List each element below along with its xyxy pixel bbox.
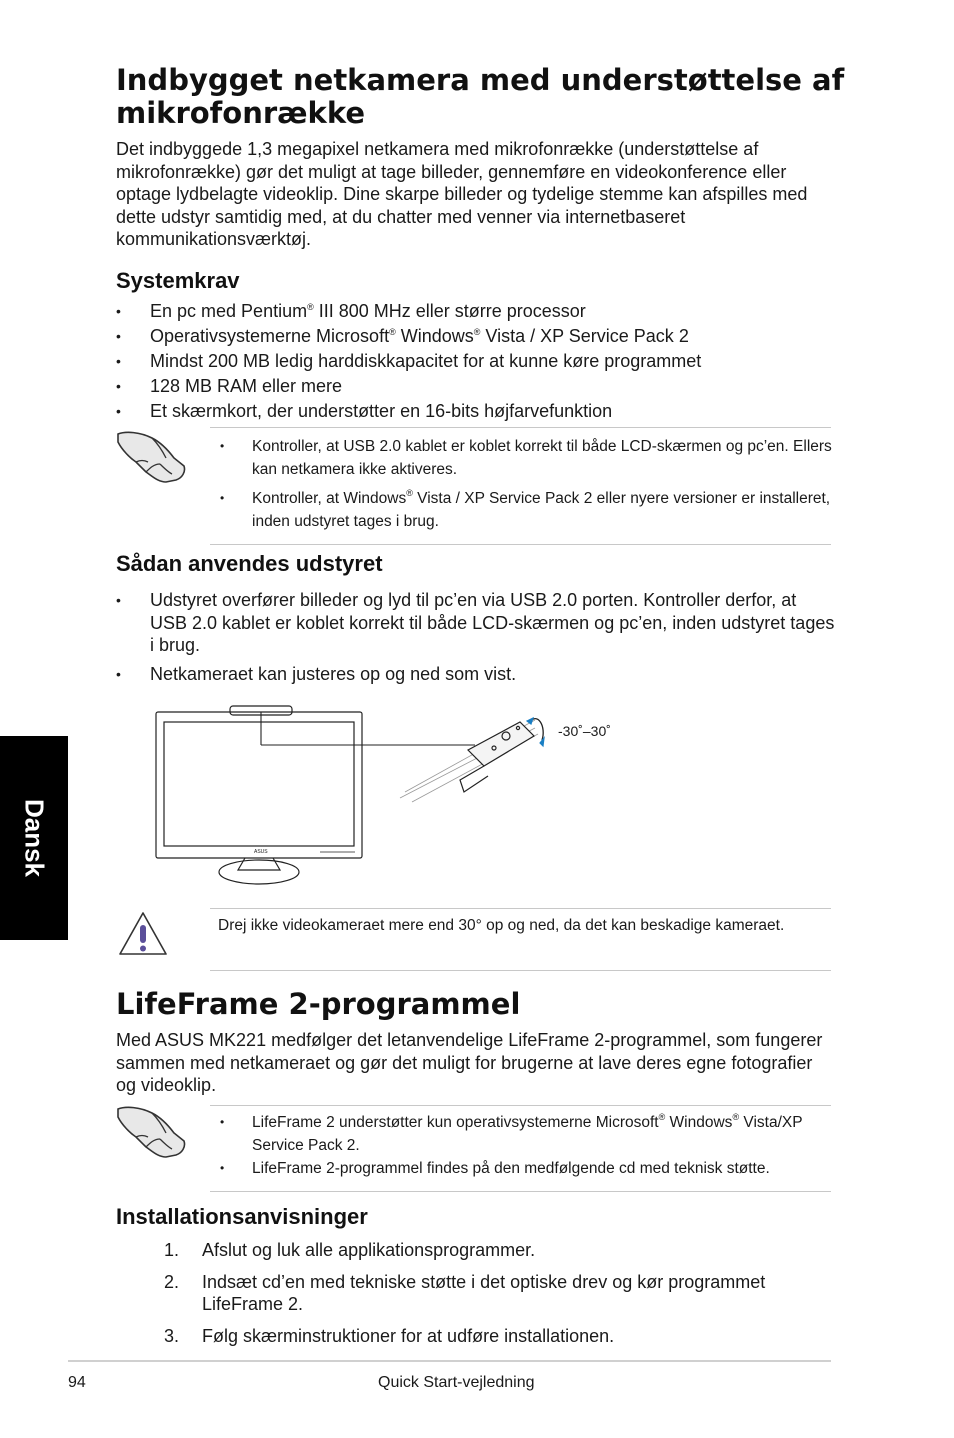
title-line-2: mikrofonrække — [116, 96, 366, 130]
item-text: LifeFrame 2 understøtter kun operativsystemerne Microsoft — [252, 1114, 659, 1131]
step-item — [164, 1239, 834, 1261]
hand-note-icon — [114, 1103, 188, 1159]
title-line-1: Indbygget netkamera med understøttelse af — [116, 63, 845, 97]
item-text: Vista/XP Service Pack 2. — [252, 1114, 803, 1154]
list-item — [218, 435, 838, 481]
install-heading: Installationsanvisninger — [116, 1204, 368, 1229]
list-item — [218, 487, 838, 533]
step-item — [164, 1271, 834, 1315]
angle-label: -30˚–30˚ — [558, 723, 611, 739]
install-steps — [164, 1239, 834, 1347]
note-top-rule — [210, 427, 831, 428]
item-text: En pc med Pentium — [150, 301, 308, 321]
intro-paragraph: Det indbyggede 1,3 megapixel netkamera med mikrofonrække (understøttelse af mikrofonrække) gør det muligt at tage billeder, gennemføre en videokonference eller optage lydbelagte videoklip. Dine skarpe billeder og tydelige stemme kan afspilles med dette udstyr samtidig med, at du chatter med venner via internetbaseret kommunikationsværktøj. — [116, 139, 808, 249]
registered-mark: ® — [658, 1112, 666, 1122]
monitor-drawing — [156, 706, 362, 884]
lifeframe-intro: Med ASUS MK221 medfølger det letanvendelige LifeFrame 2-programmel, som fungerer sammen med netkameraet og gør det muligt for brugerne at lave deres egne fotografier og videoklip. — [116, 1030, 823, 1095]
list-item — [116, 299, 836, 324]
item-text: III 800 MHz eller større processor — [313, 301, 586, 321]
footer-rule — [68, 1360, 831, 1362]
item-text: Windows — [665, 1114, 733, 1131]
item-text: Et skærmkort, der understøtter en 16-bits højfarvefunktion — [150, 401, 613, 421]
warning-top-rule — [210, 908, 831, 909]
step-text: Indsæt cd’en med tekniske støtte i det optiske drev og kør programmet LifeFrame 2. — [202, 1272, 766, 1314]
warning-text: Drej ikke videokameraet mere end 30° op og ned, da det kan beskadige kameraet. — [218, 917, 785, 934]
page-title — [116, 64, 844, 130]
brand-mark: ASUS — [254, 849, 268, 855]
lifeframe-title: LifeFrame 2-programmel — [116, 987, 521, 1021]
webcam-figure — [150, 700, 650, 890]
note-bottom-rule — [210, 544, 831, 545]
callout-line — [261, 712, 475, 745]
list-item — [218, 1111, 838, 1157]
registered-mark: ® — [732, 1112, 740, 1122]
note1-list — [218, 435, 838, 533]
systemkrav-heading: Systemkrav — [116, 268, 240, 293]
note-top-rule — [210, 1105, 831, 1106]
step-number: 1. — [164, 1240, 180, 1260]
item-text: Windows — [395, 326, 474, 346]
page-number: 94 — [68, 1374, 86, 1391]
registered-mark: ® — [389, 327, 396, 337]
usage-heading: Sådan anvendes udstyret — [116, 551, 383, 576]
camera-closeup-drawing — [400, 718, 544, 802]
item-text: Mindst 200 MB ledig harddiskkapacitet for at kunne køre programmet — [150, 351, 702, 371]
step-item — [164, 1325, 834, 1347]
item-text: Kontroller, at Windows — [252, 490, 407, 507]
warning-icon — [117, 910, 169, 958]
systemkrav-list — [116, 299, 836, 424]
note2-list — [218, 1111, 838, 1180]
step-text: Afslut og luk alle applikationsprogrammer. — [202, 1240, 536, 1260]
list-item — [116, 374, 836, 399]
item-text: 128 MB RAM eller mere — [150, 376, 343, 396]
item-text: Vista / XP Service Pack 2 — [480, 326, 689, 346]
list-item — [116, 324, 836, 349]
language-side-tab — [0, 736, 68, 940]
hand-note-icon — [114, 428, 188, 484]
item-text: Operativsystemerne Microsoft — [150, 326, 390, 346]
warning-bottom-rule — [210, 970, 831, 971]
usage-list — [116, 589, 836, 685]
registered-mark: ® — [406, 488, 413, 498]
item-text: Kontroller, at USB 2.0 kablet er koblet korrekt til både LCD-skærmen og pc’en. Ellers kan netkamera ikke aktiveres. — [252, 438, 832, 478]
step-number: 3. — [164, 1326, 180, 1346]
list-item: • Netkameraet kan justeres op og ned som vist. — [116, 663, 836, 686]
note-bottom-rule — [210, 1191, 831, 1192]
list-item — [218, 1157, 838, 1180]
item-text: LifeFrame 2-programmel findes på den medfølgende cd med teknisk støtte. — [252, 1160, 770, 1177]
footer-title: Quick Start-vejledning — [378, 1374, 535, 1391]
language-label: Dansk — [19, 798, 50, 878]
step-text: Følg skærminstruktioner for at udføre installationen. — [202, 1326, 615, 1346]
list-item: • Udstyret overfører billeder og lyd til pc’en via USB 2.0 porten. Kontroller derfor, at USB 2.0 kablet er koblet korrekt til både LCD-skærmen og pc’en, inden udstyret tages i brug. — [116, 589, 836, 657]
list-item — [116, 349, 836, 374]
item-text: Vista / XP Service Pack 2 eller nyere versioner er installeret, inden udstyret tages i brug. — [252, 490, 831, 530]
step-number: 2. — [164, 1272, 180, 1292]
registered-mark: ® — [307, 302, 314, 312]
list-item — [116, 399, 836, 424]
registered-mark: ® — [473, 327, 481, 337]
